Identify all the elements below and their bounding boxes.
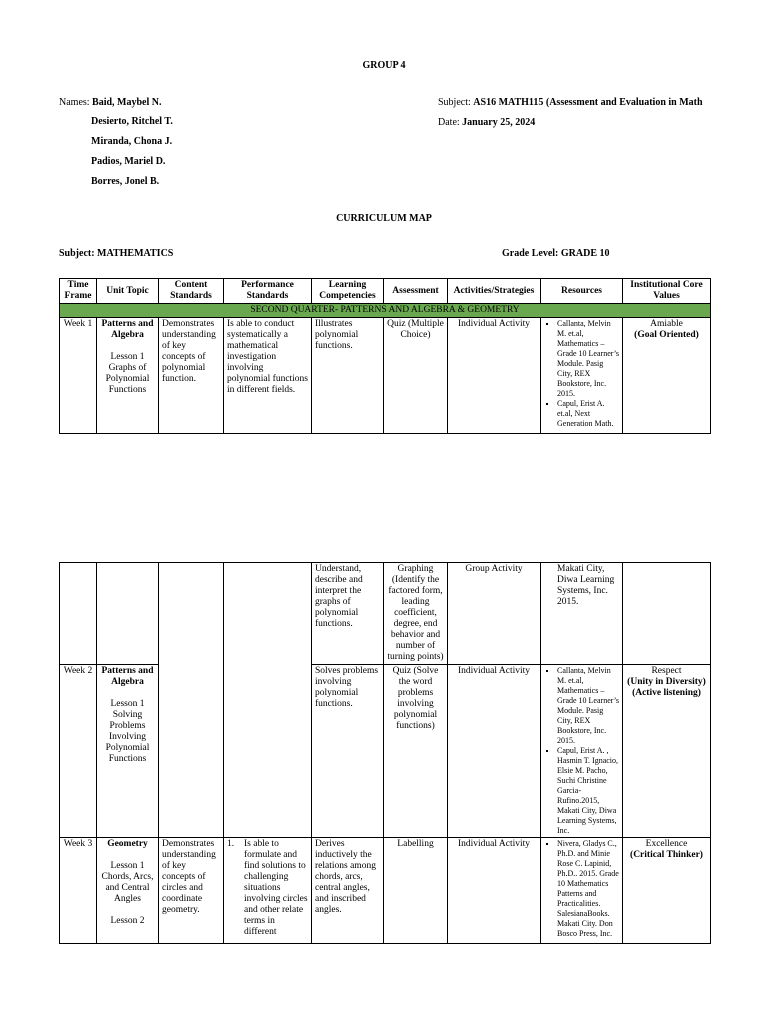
header-time-frame: Time Frame [60,279,97,304]
week-2-resources [541,665,623,838]
header-learning-competencies: Learning Competencies [312,279,384,304]
header-assessment: Assessment [384,279,448,304]
week-1-assessment: Quiz (Multiple Choice) [384,318,448,434]
table-row-week-1 [60,318,711,434]
week-1-core-values [623,318,711,434]
week-3-topic-lesson-2: Lesson 2 [110,916,145,926]
week-1-activity: Individual Activity [448,318,541,434]
week-3-value: Excellence [645,839,688,849]
table-row-week-2 [60,665,711,838]
week-2-topic [97,665,159,838]
week-1-resources [541,318,623,434]
week-2-core-values [623,665,711,838]
header-resources: Resources [541,279,623,304]
week-1-value: Amiable [650,319,683,329]
table-row-continued [60,563,711,665]
subject-label: Subject: [438,97,471,108]
name-4: Padios, Mariel D. [91,156,166,167]
header-core-values: Institutional Core Values [623,279,711,304]
week-1-topic-lesson: Lesson 1 Graphs of Polynomial Functions [105,352,150,395]
week-3-topic-lesson: Lesson 1 Chords, Arcs, and Central Angles [101,861,154,904]
week-3-topic-title: Geometry [107,839,148,849]
map-title: CURRICULUM MAP [336,213,432,224]
week-3-content-standard: Demonstrates understanding of key concepts of circles and coordinate geometry. [159,838,224,944]
week-3-activity: Individual Activity [448,838,541,944]
week-2-assessment: Quiz (Solve the word problems involving polynomial functions) [384,665,448,838]
resource-item: ▪ Capul, Erist A. et.al, Next Generation Math. [557,399,620,429]
week-1-time: Week 1 [60,318,97,434]
date-label: Date: [438,117,460,128]
subject-info [438,97,703,108]
week-1-performance-standard: Is able to conduct systematically a mathematical investigation involving polynomial functions in different fields. [224,318,312,434]
cont-activity: Group Activity [448,563,541,665]
resource-item: ▪ Callanta, Melvin M. et.al, Mathematics – Grade 10 Learner’s Module. Pasig City, REX Bookstore, Inc. 2015. [557,319,620,399]
week-3-value-detail: (Critical Thinker) [630,850,703,860]
date-value: January 25, 2024 [462,117,536,128]
week-3-time: Week 3 [60,838,97,944]
resource-item: ▪ Capul, Erist A. , Hasmin T. Ignacio, Elsie M. Pacho, Suchi Christine Garcia-Rufino.2015, Makati City, Diwa Learning Systems, Inc. [557,746,620,836]
curriculum-table-page-2 [59,562,711,944]
week-2-value-detail: (Unity in Diversity) (Active listening) [627,677,706,698]
week-1-topic-title: Patterns and Algebra [101,319,154,340]
name-3: Miranda, Chona J. [91,136,173,147]
header-performance-standards: Performance Standards [224,279,312,304]
week-1-topic [97,318,159,434]
quarter-band-row [60,304,711,318]
week-2-topic-title: Patterns and Algebra [101,666,154,687]
week-2-activity: Individual Activity [448,665,541,838]
week-3-topic [97,838,159,944]
cont-assessment: Graphing (Identify the factored form, leading coefficient, degree, end behavior and number of turning points) [384,563,448,665]
grade-line: Grade Level: GRADE 10 [502,248,610,259]
header-activities: Activities/Strategies [448,279,541,304]
date-info [438,117,535,128]
week-1-value-detail: (Goal Oriented) [634,330,699,340]
week-3-assessment: Labelling [384,838,448,944]
week-2-value: Respect [651,666,682,676]
header-content-standards: Content Standards [159,279,224,304]
week-1-content-standard: Demonstrates understanding of key concepts of polynomial function. [159,318,224,434]
name-2: Desierto, Ritchel T. [91,116,173,127]
quarter-band: SECOND QUARTER- PATTERNS AND ALGEBRA & GEOMETRY [60,304,711,318]
names-label: Names: [59,97,90,108]
week-1-competency: Illustrates polynomial functions. [312,318,384,434]
week-3-resources [541,838,623,944]
week-3-competency: Derives inductively the relations among chords, arcs, central angles, and inscribed angles. [312,838,384,944]
cont-competency: Understand, describe and interpret the graphs of polynomial functions. [312,563,384,665]
subject-line: Subject: MATHEMATICS [59,248,174,259]
name-1: Baid, Maybel N. [92,97,162,108]
subject-value: AS16 MATH115 (Assessment and Evaluation in Math [473,97,703,108]
names-block [59,97,162,108]
name-5: Borres, Jonel B. [91,176,160,187]
week-2-time: Week 2 [60,665,97,838]
curriculum-table-page-1 [59,278,711,434]
header-row [60,279,711,304]
header-unit-topic: Unit Topic [97,279,159,304]
resource-item: ▪ Callanta, Melvin M. et.al, Mathematics – Grade 10 Learner’s Module. Pasig City, REX Bookstore, Inc. 2015. [557,666,620,746]
cont-resources: Makati City, Diwa Learning Systems, Inc. 2015. [541,563,623,665]
performance-number: 1. [227,839,235,849]
week-3-core-values [623,838,711,944]
resource-item: ▪ Nivera, Gladys C., Ph.D. and Minie Rose C. Lapinid, Ph.D.. 2015. Grade 10 Mathematics Patterns and Practicalities. SalesianaBooks. Makati City. Don Bosco Press, Inc. [557,839,620,939]
week-3-performance-standard [224,838,312,944]
group-heading: GROUP 4 [362,60,406,71]
week-2-competency: Solves problems involving polynomial functions. [312,665,384,838]
week-2-topic-lesson: Lesson 1 Solving Problems Involving Polynomial Functions [105,699,150,764]
table-row-week-3 [60,838,711,944]
performance-text: Is able to formulate and find solutions to challenging situations involving circles and other relate terms in different [244,839,308,937]
